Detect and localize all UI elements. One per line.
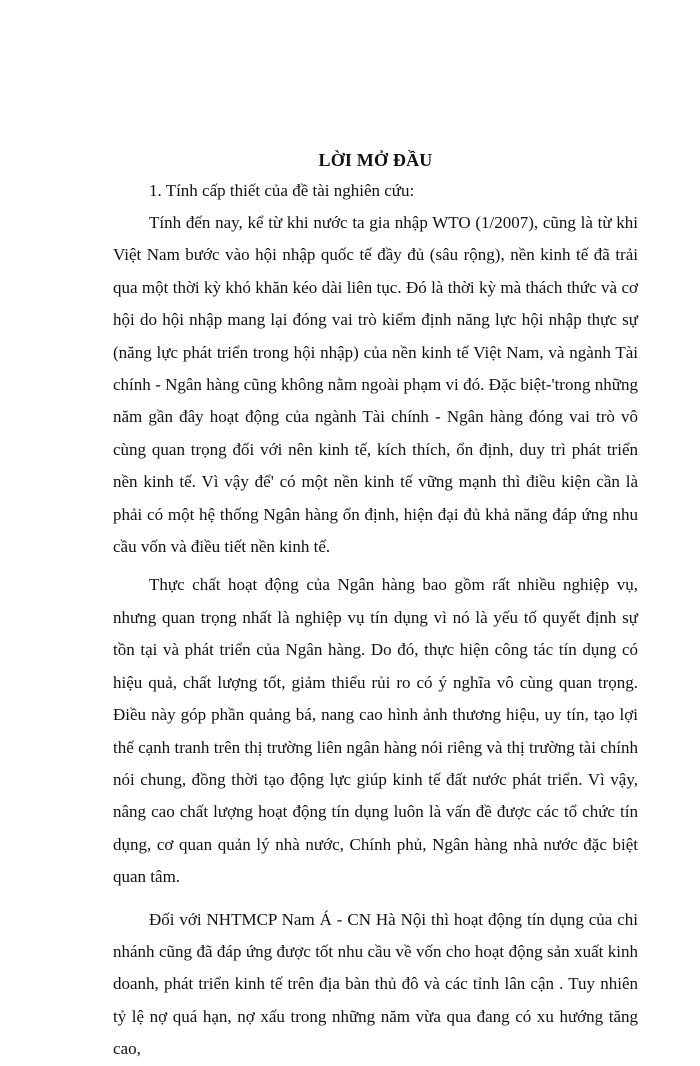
paragraph-2: Thực chất hoạt động của Ngân hàng bao gồm rất nhiều nghiệp vụ, nhưng quan trọng nhất là nghiệp vụ tín dụng vì nó là yếu tố quyết định sự tồn tại và phát triển của Ngân hàng. Do đó, thực hiện công tác tín dụng có hiệu quả, chất lượng tốt, giảm thiểu rủi ro có ý nghĩa vô cùng quan trọng. Điều này góp phần quảng bá, nang cao hình ảnh thương hiệu, uy tín, tạo lợi thế cạnh tranh trên thị trường liên ngân hàng nói riêng và thị trường tài chính nói chung, đồng thời tạo động lực giúp kinh tế đất nước phát triển. Vì vậy, nâng cao chất lượng hoạt động tín dụng luôn là vấn đề được các tổ chức tín dụng, cơ quan quản lý nhà nước, Chính phủ, Ngân hàng nhà nước đặc biệt quan tâm. <box>113 575 638 887</box>
paragraph-1: Tính đến nay, kể từ khi nước ta gia nhập WTO (1/2007), cũng là từ khi Việt Nam bước vào hội nhập quốc tế đầy đủ (sâu rộng), nền kinh tế đã trải qua một thời kỳ khó khăn kéo dài liên tục. Đó là thời kỳ mà thách thức và cơ hội do hội nhập mang lại đóng vai trò kiểm định năng lực hội nhập thực sự (năng lực phát triển trong hội nhập) của nền kinh tế Việt Nam, và ngành Tài chính - Ngân hàng cũng không nằm ngoài phạm vi đó. Đặc biệt-'trong những năm gần đây hoạt động của ngành Tài chính - Ngân hàng đóng vai trò vô cùng quan trọng đối với nên kinh tế, kích thích, ổn định, duy trì phát triển nền kinh tế. Vì vậy để' có một nền kinh tế vững mạnh thì điều kiện cần là phải có một hệ thống Ngân hàng ổn định, hiện đại đủ khả năng đáp ứng nhu cầu vốn và điều tiết nền kinh tế. <box>113 213 638 557</box>
document-body <box>113 145 638 1066</box>
paragraph-3: Đối với NHTMCP Nam Á - CN Hà Nội thì hoạt động tín dụng của chi nhánh cũng đã đáp ứng được tốt nhu cầu về vốn cho hoạt động sản xuất kinh doanh, phát triển kinh tế trên địa bàn thủ đô và các tỉnh lân cận . Tuy nhiên tỷ lệ nợ quá hạn, nợ xấu trong những năm vừa qua đang có xu hướng tăng cao, <box>113 909 638 1059</box>
document-title: LỜI MỞ ĐẦU <box>318 150 433 170</box>
section-heading: 1. Tính cấp thiết của đề tài nghiên cứu: <box>149 181 415 200</box>
